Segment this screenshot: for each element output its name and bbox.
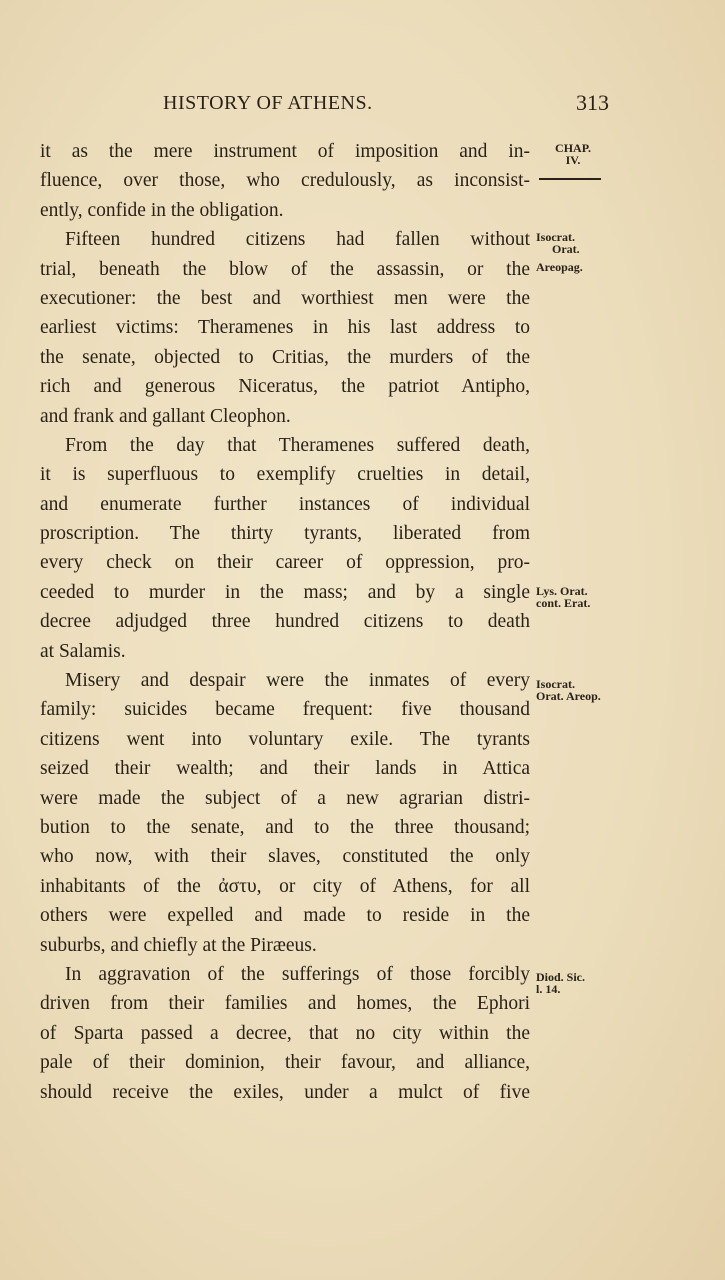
text-line: rich and generous Niceratus, the patriot Antipho,	[40, 376, 530, 398]
text-line: fluence, over those, who credulously, as inconsist-	[40, 170, 530, 192]
text-line: of Sparta passed a decree, that no city within the	[40, 1022, 530, 1044]
chapter-number: IV.	[565, 153, 581, 167]
page-number: 313	[576, 90, 609, 115]
text-line: pale of their dominion, their favour, and alliance,	[40, 1052, 530, 1074]
text-line: Fifteen hundred citizens had fallen without	[65, 229, 530, 251]
body-text	[40, 137, 530, 1107]
side-note-line: cont. Erat.	[536, 596, 591, 610]
text-line: ently, confide in the obligation.	[40, 199, 284, 221]
chapter-marginal-note	[547, 142, 631, 180]
side-note-line: Orat.	[552, 242, 580, 256]
text-line: at Salamis.	[40, 640, 126, 662]
text-line: suburbs, and chiefly at the Piræeus.	[40, 934, 317, 956]
side-note-lys	[536, 585, 620, 609]
running-title: HISTORY OF ATHENS.	[163, 92, 373, 114]
text-line: In aggravation of the sufferings of those forcibly	[65, 963, 530, 985]
text-line: ceeded to murder in the mass; and by a single	[40, 581, 530, 603]
side-note-line: Orat. Areop.	[536, 689, 601, 703]
text-line: decree adjudged three hundred citizens to death	[40, 611, 530, 633]
side-note-line: Lys. Orat.	[536, 584, 588, 598]
chapter-label: CHAP.	[555, 141, 591, 155]
text-line: trial, beneath the blow of the assassin, or the	[40, 258, 530, 280]
chapter-rule	[539, 178, 601, 180]
text-line: it as the mere instrument of imposition and in-	[40, 141, 530, 162]
text-line: others were expelled and made to reside in the	[40, 905, 530, 927]
side-note-line: Isocrat.	[536, 677, 575, 691]
text-line: executioner: the best and worthiest men were the	[40, 287, 530, 309]
side-note-line: Areopag.	[536, 260, 583, 274]
side-note-diod	[536, 971, 620, 995]
text-line: proscription. The thirty tyrants, liberated from	[40, 523, 530, 545]
text-line: citizens went into voluntary exile. The tyrants	[40, 728, 530, 750]
text-line: bution to the senate, and to the three thousand;	[40, 816, 530, 838]
text-line: were made the subject of a new agrarian distri-	[40, 787, 530, 809]
text-line: the senate, objected to Critias, the murders of the	[40, 346, 530, 368]
side-note-isocrat-areopag	[536, 231, 620, 273]
side-note-line: Diod. Sic.	[536, 970, 586, 984]
text-line: every check on their career of oppression, pro-	[40, 552, 530, 574]
text-line: and frank and gallant Cleophon.	[40, 405, 291, 427]
text-line: From the day that Theramenes suffered death,	[65, 434, 530, 456]
side-note-line: Isocrat.	[536, 230, 575, 244]
text-line: and enumerate further instances of individual	[40, 493, 530, 515]
text-line: it is superfluous to exemplify cruelties in detail,	[40, 464, 530, 486]
text-line: family: suicides became frequent: five thousand	[40, 699, 530, 721]
side-note-isocrat-areop	[536, 678, 620, 702]
text-line: should receive the exiles, under a mulct of five	[40, 1081, 530, 1103]
text-line: inhabitants of the ἀστυ, or city of Athens, for all	[40, 875, 530, 897]
side-note-line: l. 14.	[536, 982, 561, 996]
text-line: earliest victims: Theramenes in his last address to	[40, 317, 530, 339]
text-line: who now, with their slaves, constituted the only	[40, 846, 530, 868]
text-line: driven from their families and homes, the Ephori	[40, 993, 530, 1015]
page-header	[0, 88, 725, 122]
text-line: Misery and despair were the inmates of every	[65, 670, 530, 692]
text-line: seized their wealth; and their lands in Attica	[40, 758, 530, 780]
